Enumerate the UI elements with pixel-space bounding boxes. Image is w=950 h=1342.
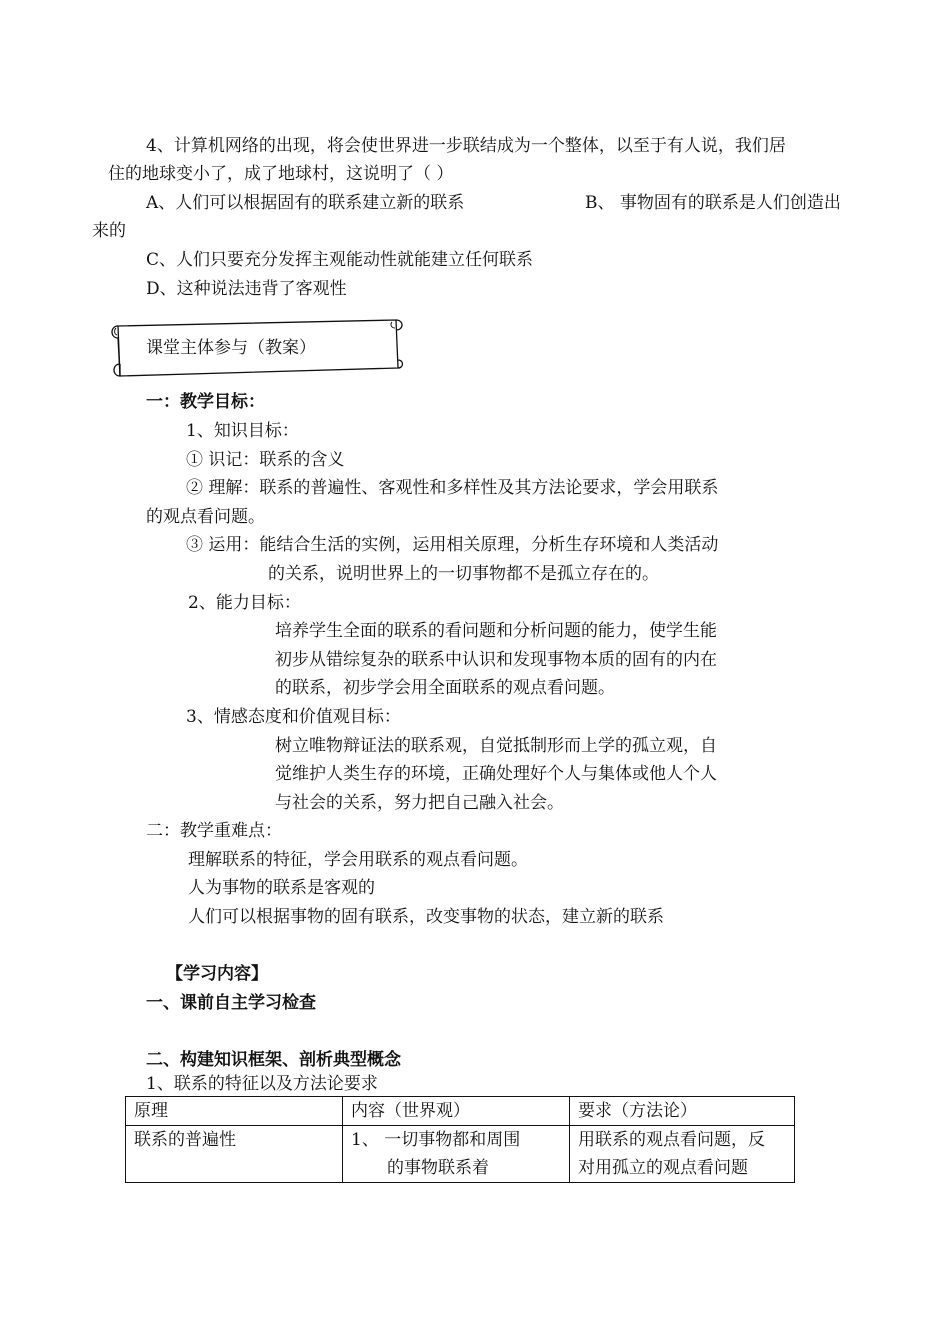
cell-requirement-line1: 用联系的观点看问题，反 xyxy=(578,1130,765,1150)
cell-content-line1: 1、 一切事物都和周围 xyxy=(351,1130,521,1150)
emotion-goal-line3: 与社会的关系，努力把自己融入社会。 xyxy=(275,793,564,813)
option-c: C、人们只要充分发挥主观能动性就能建立任何联系 xyxy=(146,250,534,270)
option-d: D、这种说法违背了客观性 xyxy=(146,279,347,299)
ability-goal-line3: 的联系，初步学会用全面联系的观点看问题。 xyxy=(275,678,615,698)
option-a: A、人们可以根据固有的联系建立新的联系 xyxy=(146,193,465,213)
table-header-row xyxy=(126,1097,795,1126)
column-header-requirement: 要求（方法论） xyxy=(570,1097,795,1126)
cell-requirement-line2: 对用孤立的观点看问题 xyxy=(578,1158,748,1178)
study-part-2: 二、构建知识框架、剖析典型概念 xyxy=(146,1050,401,1070)
option-b: B、 事物固有的联系是人们创造出 xyxy=(585,193,841,213)
ability-goals-heading: 2、能力目标： xyxy=(188,593,301,613)
scroll-banner xyxy=(108,316,404,384)
emotion-goal-line1: 树立唯物辩证法的联系观，自觉抵制形而上学的孤立观，自 xyxy=(275,736,717,756)
cell-principle: 联系的普遍性 xyxy=(126,1126,343,1183)
column-header-content: 内容（世界观） xyxy=(343,1097,570,1126)
question-4-stem-line2: 住的地球变小了，成了地球村，这说明了（ ） xyxy=(108,164,454,184)
knowledge-goal-3-line1: ③ 运用：能结合生活的实例，运用相关原理，分析生存环境和人类活动 xyxy=(186,535,719,555)
column-header-principle: 原理 xyxy=(126,1097,343,1126)
knowledge-goal-2-line2: 的观点看问题。 xyxy=(146,507,265,527)
option-b-continued: 来的 xyxy=(92,221,126,241)
emotion-goal-line2: 觉维护人类生存的环境，正确处理好个人与集体或他人个人 xyxy=(275,764,717,784)
cell-requirement xyxy=(570,1126,795,1183)
table-row xyxy=(126,1126,795,1183)
study-subheading-1: 1、联系的特征以及方法论要求 xyxy=(146,1074,378,1094)
key-point-1: 理解联系的特征，学会用联系的观点看问题。 xyxy=(188,850,528,870)
emotion-goals-heading: 3、情感态度和价值观目标： xyxy=(186,707,401,727)
knowledge-goal-2-line1: ② 理解：联系的普遍性、客观性和多样性及其方法论要求，学会用联系 xyxy=(186,478,719,498)
cell-content-line2: 的事物联系着 xyxy=(387,1158,489,1178)
ability-goal-line1: 培养学生全面的联系的看问题和分析问题的能力，使学生能 xyxy=(275,621,717,641)
key-point-2: 人为事物的联系是客观的 xyxy=(188,878,375,898)
knowledge-goal-1: ① 识记：联系的含义 xyxy=(186,450,345,470)
study-part-1: 一、课前自主学习检查 xyxy=(146,993,316,1013)
key-point-3: 人们可以根据事物的固有联系，改变事物的状态，建立新的联系 xyxy=(188,907,664,927)
principles-table xyxy=(125,1096,795,1183)
section-1-heading: 一：教学目标： xyxy=(146,392,265,412)
cell-content xyxy=(343,1126,570,1183)
knowledge-goals-heading: 1、知识目标： xyxy=(186,421,299,441)
section-2-heading: 二：教学重难点： xyxy=(146,821,282,841)
question-4-stem-line1: 4、计算机网络的出现，将会使世界进一步联结成为一个整体，以至于有人说，我们居 xyxy=(146,136,786,156)
knowledge-goal-3-line2: 的关系，说明世界上的一切事物都不是孤立存在的。 xyxy=(268,564,659,584)
ability-goal-line2: 初步从错综复杂的联系中认识和发现事物本质的固有的内在 xyxy=(275,650,717,670)
banner-title: 课堂主体参与（教案） xyxy=(146,338,316,358)
study-content-heading: 【学习内容】 xyxy=(166,964,268,984)
